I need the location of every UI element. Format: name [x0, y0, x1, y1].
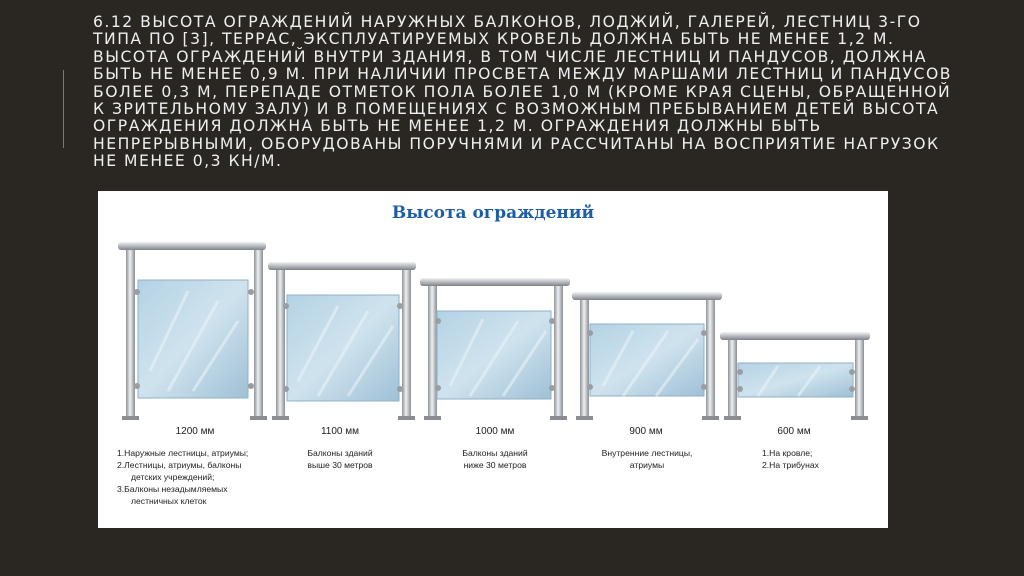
height-label-1000: 1000 мм	[475, 426, 515, 437]
usage-note: Внутренние лестницы,	[601, 448, 693, 458]
usage-note: 2.На трибунах	[762, 460, 819, 470]
railing-900	[572, 292, 722, 420]
height-label-900: 900 мм	[629, 426, 663, 437]
railing-1200	[118, 242, 267, 420]
railing-1100	[268, 262, 416, 420]
usage-note: 1.Наружные лестницы, атриумы;	[117, 448, 249, 458]
usage-note: выше 30 метров	[307, 460, 373, 470]
usage-note: 2.Лестницы, атриумы, балконы	[117, 460, 242, 470]
height-label-1100: 1100 мм	[320, 426, 360, 437]
figure-title: Высота ограждений	[391, 203, 595, 223]
usage-note: лестничных клеток	[131, 496, 207, 506]
railing-1000	[420, 278, 570, 420]
slide-paragraph: 6.12 ВЫСОТА ОГРАЖДЕНИЙ НАРУЖНЫХ БАЛКОНОВ, ЛОДЖИЙ, ГАЛЕРЕЙ, ЛЕСТНИЦ 3-ГО ТИПА ПО [3], ТЕРРАС, ЭКСПЛУАТИРУЕМЫХ КРОВЕЛЬ ДОЛЖНА БЫТЬ НЕ МЕНЕЕ 1,2 М. ВЫСОТА ОГРАЖДЕНИЙ ВНУТРИ ЗДАНИЯ, В ТОМ ЧИСЛЕ ЛЕСТНИЦ И ПАНДУСОВ, ДОЛЖНА БЫТЬ НЕ МЕНЕЕ 0,9 М. ПРИ НАЛИЧИИ ПРОСВЕТА МЕЖДУ МАРШАМИ ЛЕСТНИЦ И ПАНДУСОВ БОЛЕЕ 0,3 М, ПЕРЕПАДЕ ОТМЕТОК ПОЛА БОЛЕЕ 1,0 М (КРОМЕ КРАЯ СЦЕНЫ, ОБРАЩЕННОЙ К ЗРИТЕЛЬНОМУ ЗАЛУ) И В ПОМЕЩЕНИЯХ С ВОЗМОЖНЫМ ПРЕБЫВАНИЕМ ДЕТЕЙ ВЫСОТА ОГРАЖДЕНИЯ ДОЛЖНА БЫТЬ НЕ МЕНЕЕ 1,2 М. ОГРАЖДЕНИЯ ДОЛЖНЫ БЫТЬ НЕПРЕРЫВНЫМИ, ОБОРУДОВАНЫ ПОРУЧНЯМИ И РАССЧИТАНЫ НА ВОСПРИЯТИЕ НАГРУЗОК НЕ МЕНЕЕ 0,3 КН/М.	[93, 13, 952, 171]
height-label-600: 600 мм	[777, 426, 811, 437]
usage-notes-1200	[117, 447, 248, 507]
usage-notes-600	[762, 447, 819, 471]
usage-note: 3.Балконы незадымляемых	[117, 484, 228, 494]
railing-600	[720, 332, 870, 420]
height-label-1200: 1200 мм	[175, 426, 215, 437]
usage-note: атриумы	[629, 460, 665, 470]
usage-note: Балконы зданий	[307, 448, 373, 458]
usage-note: детских учреждений;	[131, 472, 215, 482]
usage-note: 1.На кровле;	[762, 448, 813, 458]
usage-note: Балконы зданий	[462, 448, 528, 458]
usage-notes-1000	[450, 447, 540, 471]
usage-notes-900	[588, 447, 706, 471]
accent-line	[63, 70, 64, 148]
usage-notes-1100	[300, 447, 380, 471]
usage-note: ниже 30 метров	[463, 460, 527, 470]
railing-figure	[98, 191, 888, 528]
